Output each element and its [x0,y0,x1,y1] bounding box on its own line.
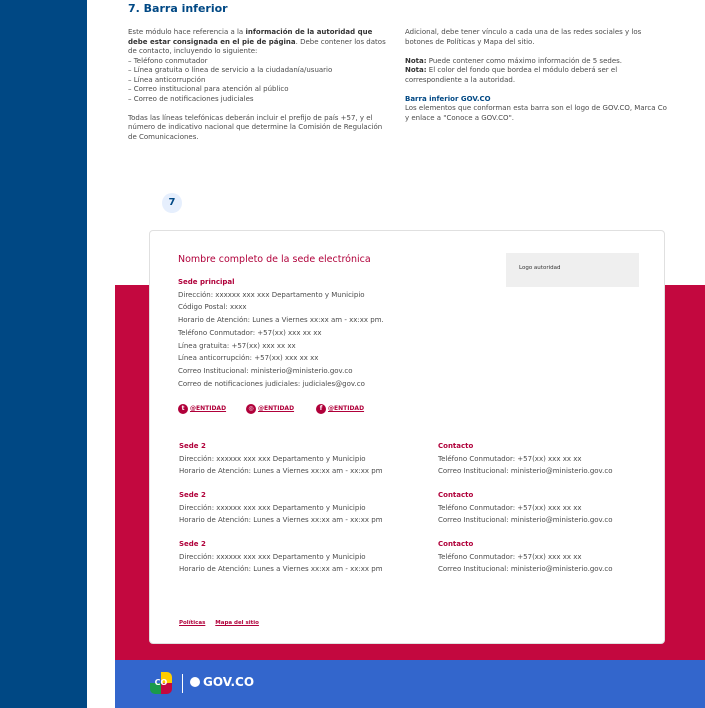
requirement-item: – Teléfono conmutador [128,56,208,65]
contact-block: Contacto Teléfono Conmutador: +57(xx) xxx xx xx Correo Institucional: ministerio@ministerio.gov.co [438,442,613,475]
social-links [178,403,478,415]
main-sede-line: Correo Institucional: ministerio@ministerio.gov.co [178,366,353,375]
note-max-sedes: Nota: Puede contener como máximo información de 5 sedes. [405,56,622,65]
gov-bar-paragraph: Los elementos que conforman esta barra son el logo de GOV.CO, Marca Co y enlace a "Conoce a GOV.CO". [405,104,667,122]
main-sede-line: Horario de Atención: Lunes a Viernes xx:xx am - xx:xx pm. [178,316,384,325]
main-sede-line: Teléfono Conmutador: +57(xx) xxx xx xx [178,328,322,337]
main-sede-heading: Sede principal [178,278,235,286]
main-sede-block [178,276,384,390]
main-sede-line: Correo de notificaciones judiciales: judiciales@gov.co [178,379,365,388]
instagram-icon: ◎ [246,404,256,414]
sede-block: Sede 2 Dirección: xxxxxx xxx xxx Departamento y Municipio Horario de Atención: Lunes a Viernes xx:xx am - xx:xx pm [179,442,383,475]
links-paragraph: Adicional, debe tener vínculo a cada una de las redes sociales y los botones de Políticas y Mapa del sitio. [405,28,642,46]
phone-prefix-paragraph: Todas las líneas telefónicas deberán incluir el prefijo de país +57, y el número de indicativo nacional que determine la Comisión de Regulación de Comunicaciones. [128,113,383,141]
document-page [87,0,705,708]
govco-logo[interactable]: GOV.CO [190,675,254,689]
sitemap-link[interactable]: Mapa del sitio [215,620,259,626]
requirement-item: – Correo institucional para atención al público [128,85,289,93]
twitter-link[interactable]: t @ENTIDAD [178,403,226,414]
main-sede-line: Línea gratuita: +57(xx) xxx xx xx [178,341,296,350]
contact-block: Contacto Teléfono Conmutador: +57(xx) xxx xx xx Correo Institucional: ministerio@ministerio.gov.co [438,540,613,573]
instagram-link[interactable]: ◎ @ENTIDAD [246,403,294,414]
contact-block: Contacto Teléfono Conmutador: +57(xx) xxx xx xx Correo Institucional: ministerio@ministerio.gov.co [438,491,613,524]
description-left-column [128,28,390,142]
main-sede-line: Dirección: xxxxxx xxx xxx Departamento y Municipio [178,290,365,299]
politicas-link[interactable]: Políticas [179,620,206,626]
step-number-badge: 7 [162,193,182,213]
footer-card [149,230,665,644]
marca-co-logo[interactable]: CO [150,672,172,694]
description-right-column [405,28,667,123]
facebook-link[interactable]: f @ENTIDAD [316,403,364,414]
authority-logo-placeholder: Logo autoridad [506,253,639,287]
footer-links [179,620,267,626]
note-background-color: Nota: El color del fondo que bordea el módulo deberá ser el correspondiente a la autoridad. [405,66,618,84]
requirement-item: – Línea anticorrupción [128,75,206,84]
intro-paragraph: Este módulo hace referencia a la información de la autoridad que debe estar consignada en el pie de página. Debe contener los datos de contacto, incluyendo lo siguiente: [128,28,386,55]
section-title: 7. Barra inferior [128,2,228,15]
requirement-item: – Correo de notificaciones judiciales [128,94,254,103]
sede-title: Nombre completo de la sede electrónica [178,254,371,265]
logo-divider [182,674,183,693]
main-sede-line: Línea anticorrupción: +57(xx) xxx xx xx [178,354,319,363]
sede-block: Sede 2 Dirección: xxxxxx xxx xxx Departamento y Municipio Horario de Atención: Lunes a Viernes xx:xx am - xx:xx pm [179,491,383,524]
left-sidebar-bar [0,0,87,708]
requirement-item: – Línea gratuita o línea de servicio a la ciudadanía/usuario [128,66,333,74]
govco-emblem-icon [190,677,200,687]
twitter-icon: t [178,404,188,414]
facebook-icon: f [316,404,326,414]
main-sede-line: Código Postal: xxxx [178,303,247,312]
gov-bar-heading: Barra inferior GOV.CO [405,94,491,103]
sede-block: Sede 2 Dirección: xxxxxx xxx xxx Departamento y Municipio Horario de Atención: Lunes a Viernes xx:xx am - xx:xx pm [179,540,383,573]
